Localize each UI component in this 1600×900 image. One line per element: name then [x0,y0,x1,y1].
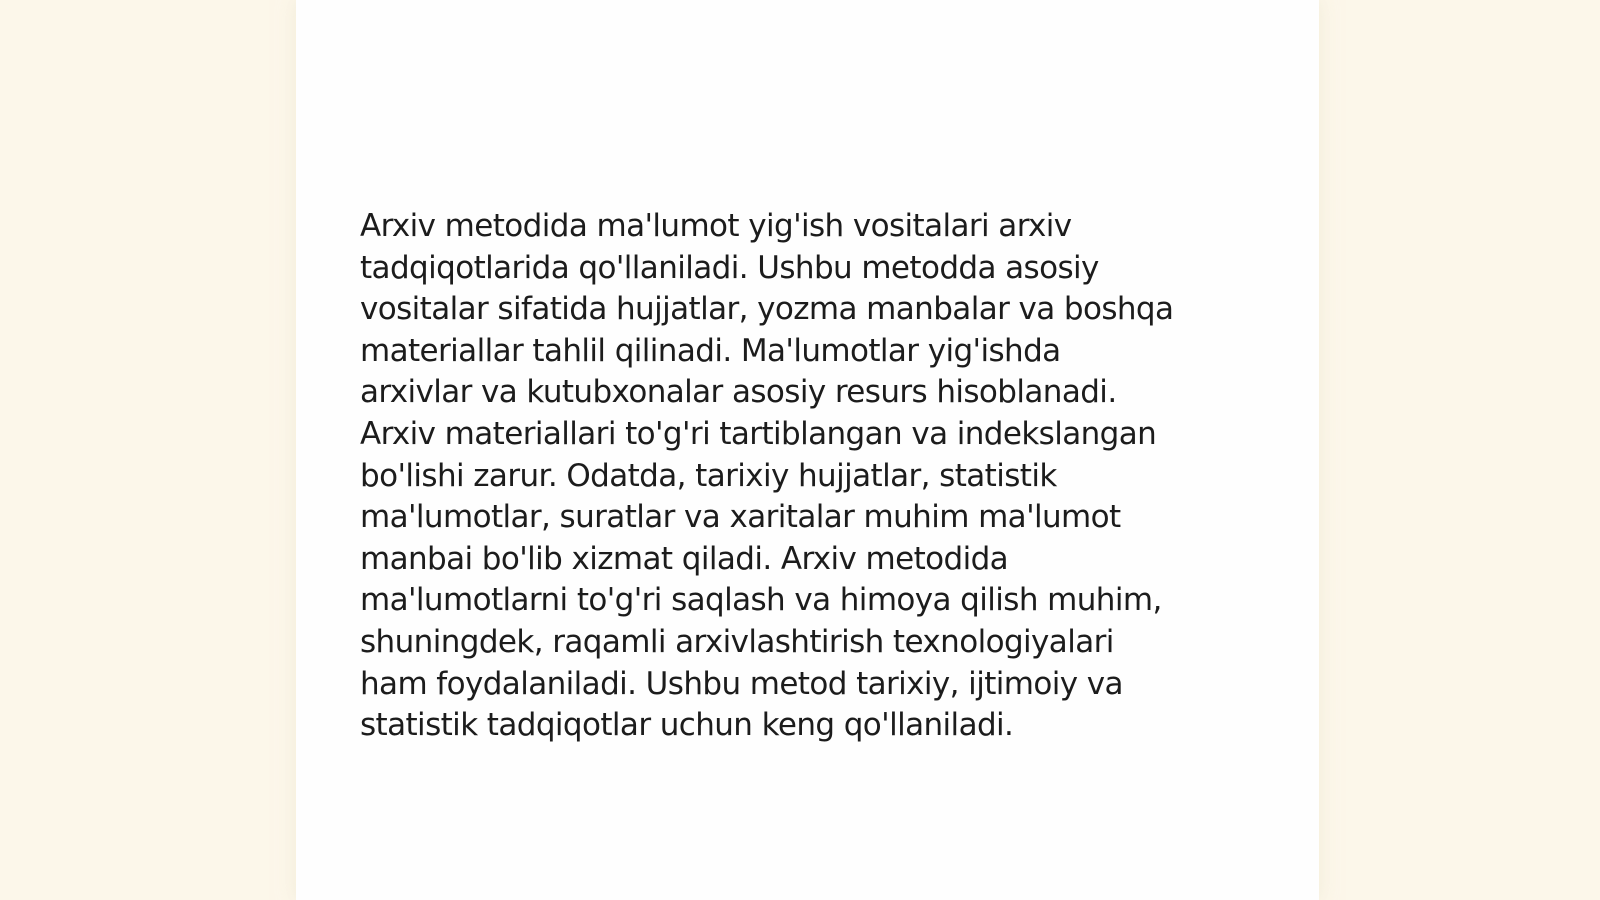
body-line: Arxiv metodida ma'lumot yig'ish vositalari arxiv [360,208,1072,244]
body-line: bo'lishi zarur. Odatda, tarixiy hujjatlar, statistik [360,457,1057,494]
body-line: ham foydalaniladi. Ushbu metod tarixiy, ijtimoiy va [360,665,1123,702]
body-line: statistik tadqiqotlar uchun keng qo'llaniladi. [360,707,1014,744]
body-line: materiallar tahlil qilinadi. Ma'lumotlar yig'ishda [360,332,1061,369]
body-line: ma'lumotlar, suratlar va xaritalar muhim ma'lumot [360,499,1121,536]
slide [296,0,1319,900]
body-line: Arxiv materiallari to'g'ri tartiblangan va indekslangan [360,415,1157,452]
body-line: ma'lumotlarni to'g'ri saqlash va himoya qilish muhim, [360,582,1162,619]
body-line: arxivlar va kutubxonalar asosiy resurs hisoblanadi. [360,374,1117,411]
body-line: vositalar sifatida hujjatlar, yozma manbalar va boshqa [360,291,1174,328]
body-line: manbai bo'lib xizmat qiladi. Arxiv metodida [360,540,1009,577]
body-line: shuningdek, raqamli arxivlashtirish texnologiyalari [360,623,1114,660]
slide-body-text [360,206,1260,747]
body-line: tadqiqotlarida qo'llaniladi. Ushbu metodda asosiy [360,249,1099,286]
